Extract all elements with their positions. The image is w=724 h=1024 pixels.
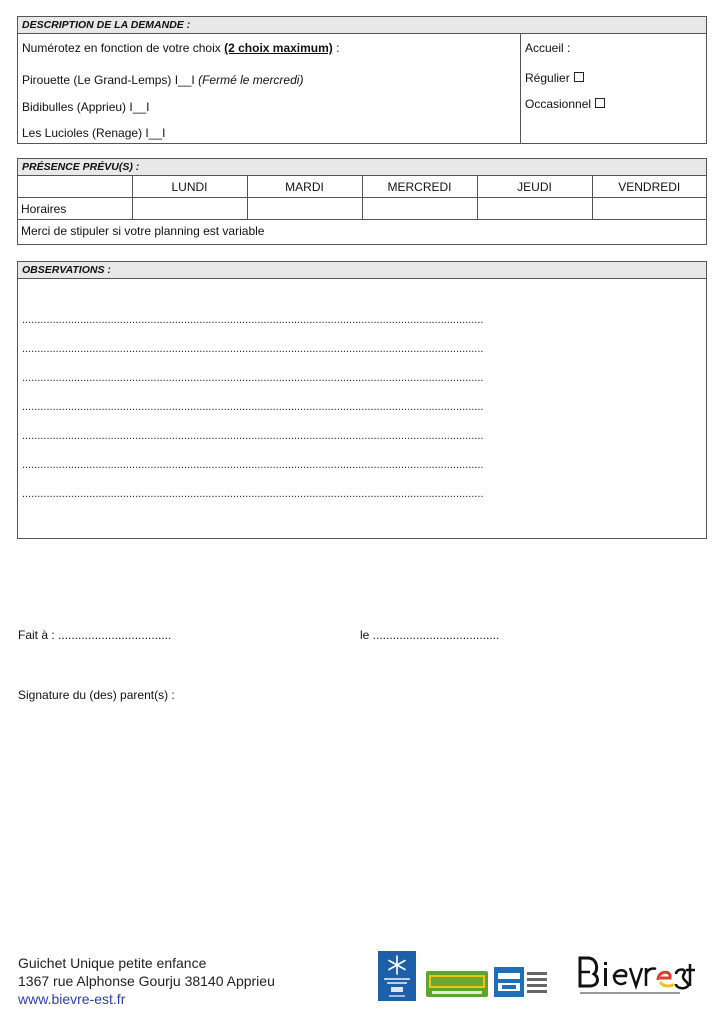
observation-line[interactable]: ....................................................................................................................................................... [22, 343, 484, 355]
day-mercredi: MERCREDI [362, 176, 477, 198]
fait-a-field[interactable]: Fait à : .................................. [18, 628, 172, 642]
horaires-vendredi-cell[interactable] [592, 198, 706, 220]
observation-line[interactable]: ....................................................................................................................................................... [22, 459, 484, 471]
regulier-checkbox[interactable] [574, 72, 584, 82]
option-label: Bidibulles (Apprieu) I__I [22, 100, 150, 114]
horaires-lundi-cell[interactable] [132, 198, 247, 220]
horaires-jeudi-cell[interactable] [477, 198, 592, 220]
day-vendredi: VENDREDI [592, 176, 706, 198]
observation-line[interactable]: ....................................................................................................................................................... [22, 372, 484, 384]
observation-line[interactable]: ....................................................................................................................................................... [22, 401, 484, 413]
footer-title: Guichet Unique petite enfance [18, 955, 207, 971]
presence-heading: PRÉSENCE PRÉVU(S) : [18, 159, 706, 176]
day-mardi: MARDI [247, 176, 362, 198]
occasionnel-label: Occasionnel [525, 97, 592, 111]
option-note: (Fermé le mercredi) [198, 73, 304, 87]
accueil-regulier[interactable] [525, 71, 584, 85]
option-lucioles[interactable] [22, 126, 165, 140]
presence-note-row [18, 220, 706, 242]
instruction-bold: (2 choix maximum) [224, 41, 333, 55]
instruction-text [22, 41, 339, 55]
option-pirouette[interactable] [22, 73, 303, 87]
option-label: Pirouette (Le Grand-Lemps) I__I [22, 73, 199, 87]
accueil-label: Accueil : [525, 41, 571, 55]
occasionnel-checkbox[interactable] [595, 98, 605, 108]
description-divider [520, 34, 521, 143]
observation-line[interactable]: ....................................................................................................................................................... [22, 314, 484, 326]
instruction-tail: : [332, 41, 340, 55]
presence-corner-cell [18, 176, 132, 198]
msa-logo [494, 967, 554, 997]
option-label: Les Lucioles (Renage) I__I [22, 126, 166, 140]
observations-section[interactable] [17, 261, 707, 539]
caf-logo [378, 951, 416, 1001]
presence-table [18, 176, 706, 241]
horaires-mercredi-cell[interactable] [362, 198, 477, 220]
signature-label: Signature du (des) parent(s) : [18, 688, 175, 702]
presence-horaires-row [18, 198, 706, 220]
footer-website-link[interactable]: www.bievre-est.fr [18, 991, 126, 1007]
presence-section [17, 158, 707, 245]
regulier-label: Régulier [525, 71, 570, 85]
horaires-label: Horaires [18, 198, 132, 220]
date-field[interactable]: le ...................................... [360, 628, 500, 642]
planning-note: Merci de stipuler si votre planning est variable [18, 220, 706, 242]
instruction-main: Numérotez en fonction de votre choix [22, 41, 225, 55]
day-lundi: LUNDI [132, 176, 247, 198]
presence-header-row [18, 176, 706, 198]
description-heading: DESCRIPTION DE LA DEMANDE : [18, 17, 706, 34]
isere-logo [426, 971, 488, 997]
horaires-mardi-cell[interactable] [247, 198, 362, 220]
footer-address: 1367 rue Alphonse Gourju 38140 Apprieu [18, 973, 275, 989]
observation-line[interactable]: ....................................................................................................................................................... [22, 488, 484, 500]
bievre-est-logo [576, 954, 696, 998]
observation-line[interactable]: ....................................................................................................................................................... [22, 430, 484, 442]
accueil-occasionnel[interactable] [525, 97, 605, 111]
option-bidibulles[interactable] [22, 100, 149, 114]
day-jeudi: JEUDI [477, 176, 592, 198]
observations-heading: OBSERVATIONS : [18, 262, 706, 279]
description-section [17, 16, 707, 144]
